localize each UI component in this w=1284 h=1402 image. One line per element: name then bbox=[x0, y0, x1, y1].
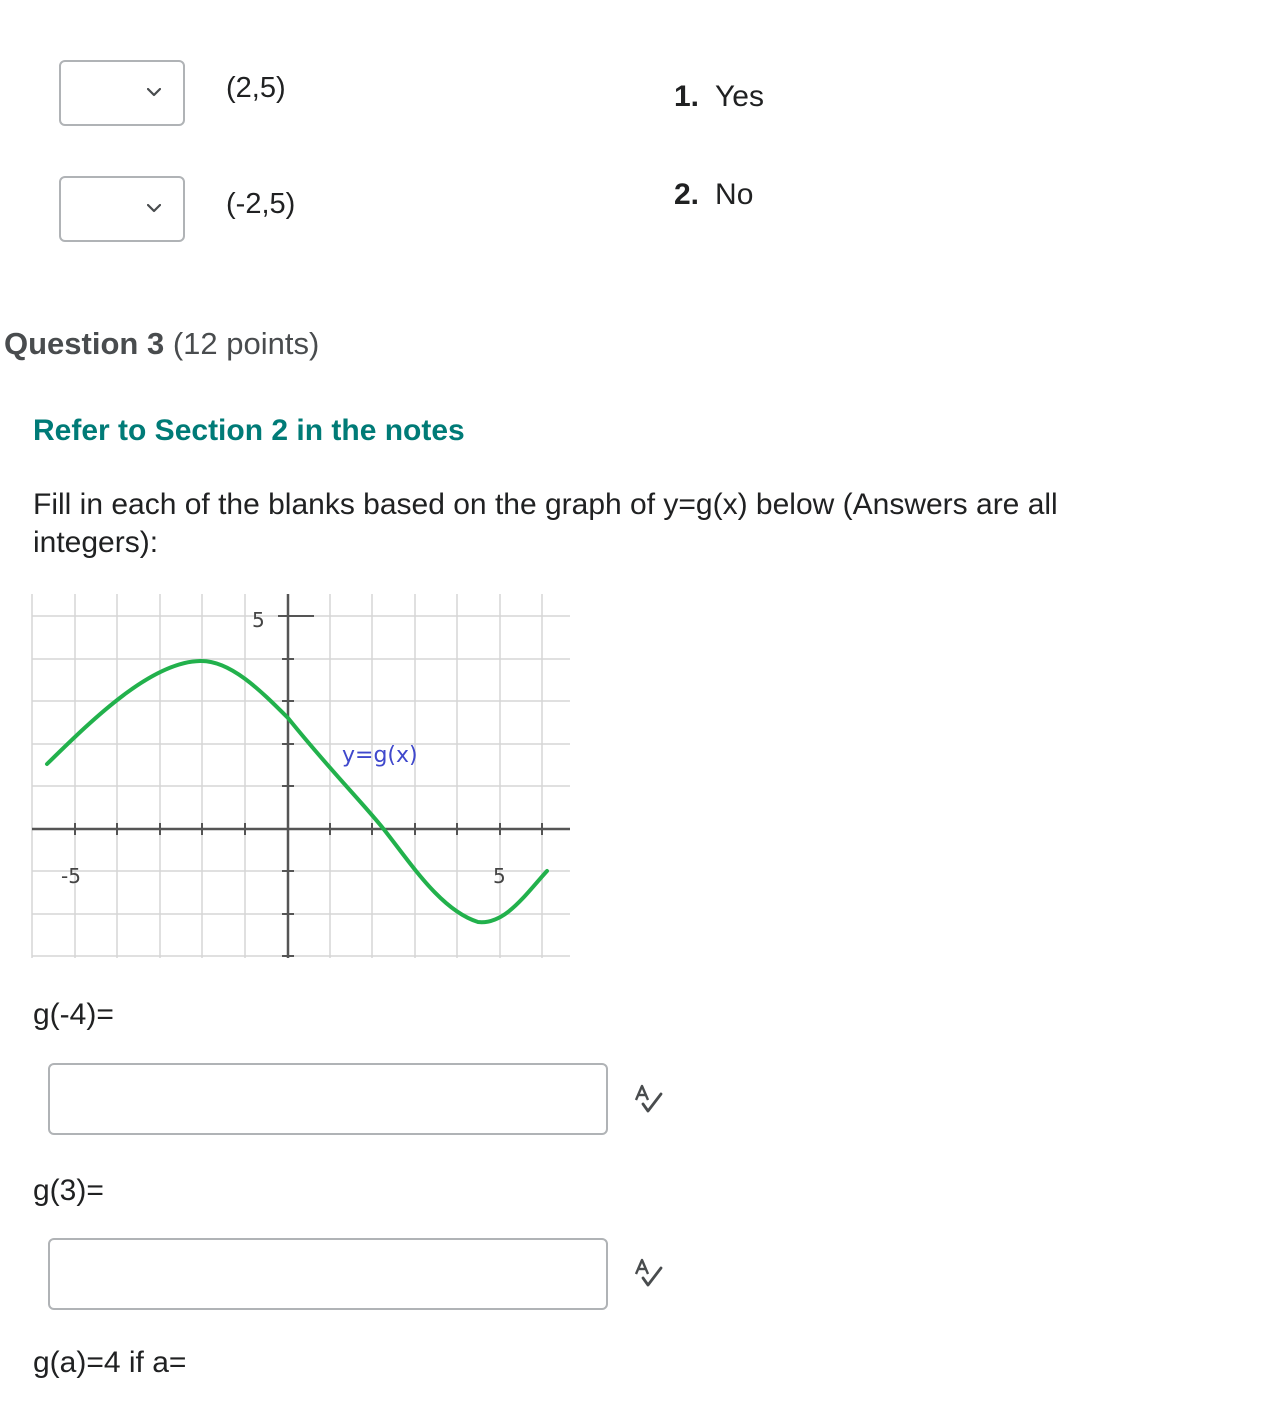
graph-grid bbox=[32, 594, 570, 958]
question-instructions: Fill in each of the blanks based on the graph of y=g(x) below (Answers are all integers): bbox=[33, 488, 1058, 559]
y-tick-label-5: 5 bbox=[252, 608, 265, 632]
choice-number: 2. bbox=[674, 178, 700, 211]
graph-axes bbox=[32, 594, 570, 958]
refer-link: Refer to Section 2 in the notes bbox=[33, 414, 465, 447]
blank-label-3: g(a)=4 if a= bbox=[33, 1346, 187, 1379]
choice-number: 1. bbox=[674, 80, 700, 113]
blank-label-2: g(3)= bbox=[33, 1174, 104, 1207]
answer-input-2[interactable] bbox=[48, 1238, 608, 1310]
match-label-1: (2,5) bbox=[226, 72, 286, 104]
choice-text: Yes bbox=[715, 80, 764, 113]
answer-input-1[interactable] bbox=[48, 1063, 608, 1135]
question-number: Question 3 bbox=[4, 326, 165, 361]
spellcheck-icon[interactable] bbox=[632, 1258, 664, 1288]
blank-label-1: g(-4)= bbox=[33, 998, 114, 1031]
spellcheck-icon[interactable] bbox=[632, 1084, 664, 1114]
match-label-2: (-2,5) bbox=[226, 188, 296, 220]
curve-g bbox=[47, 661, 547, 922]
x-tick-label-5: 5 bbox=[493, 864, 506, 888]
choice-text: No bbox=[715, 178, 754, 211]
curve-label: y=g(x) bbox=[342, 743, 418, 768]
x-tick-label-neg-5: -5 bbox=[61, 864, 81, 888]
question-points: (12 points) bbox=[172, 326, 320, 361]
